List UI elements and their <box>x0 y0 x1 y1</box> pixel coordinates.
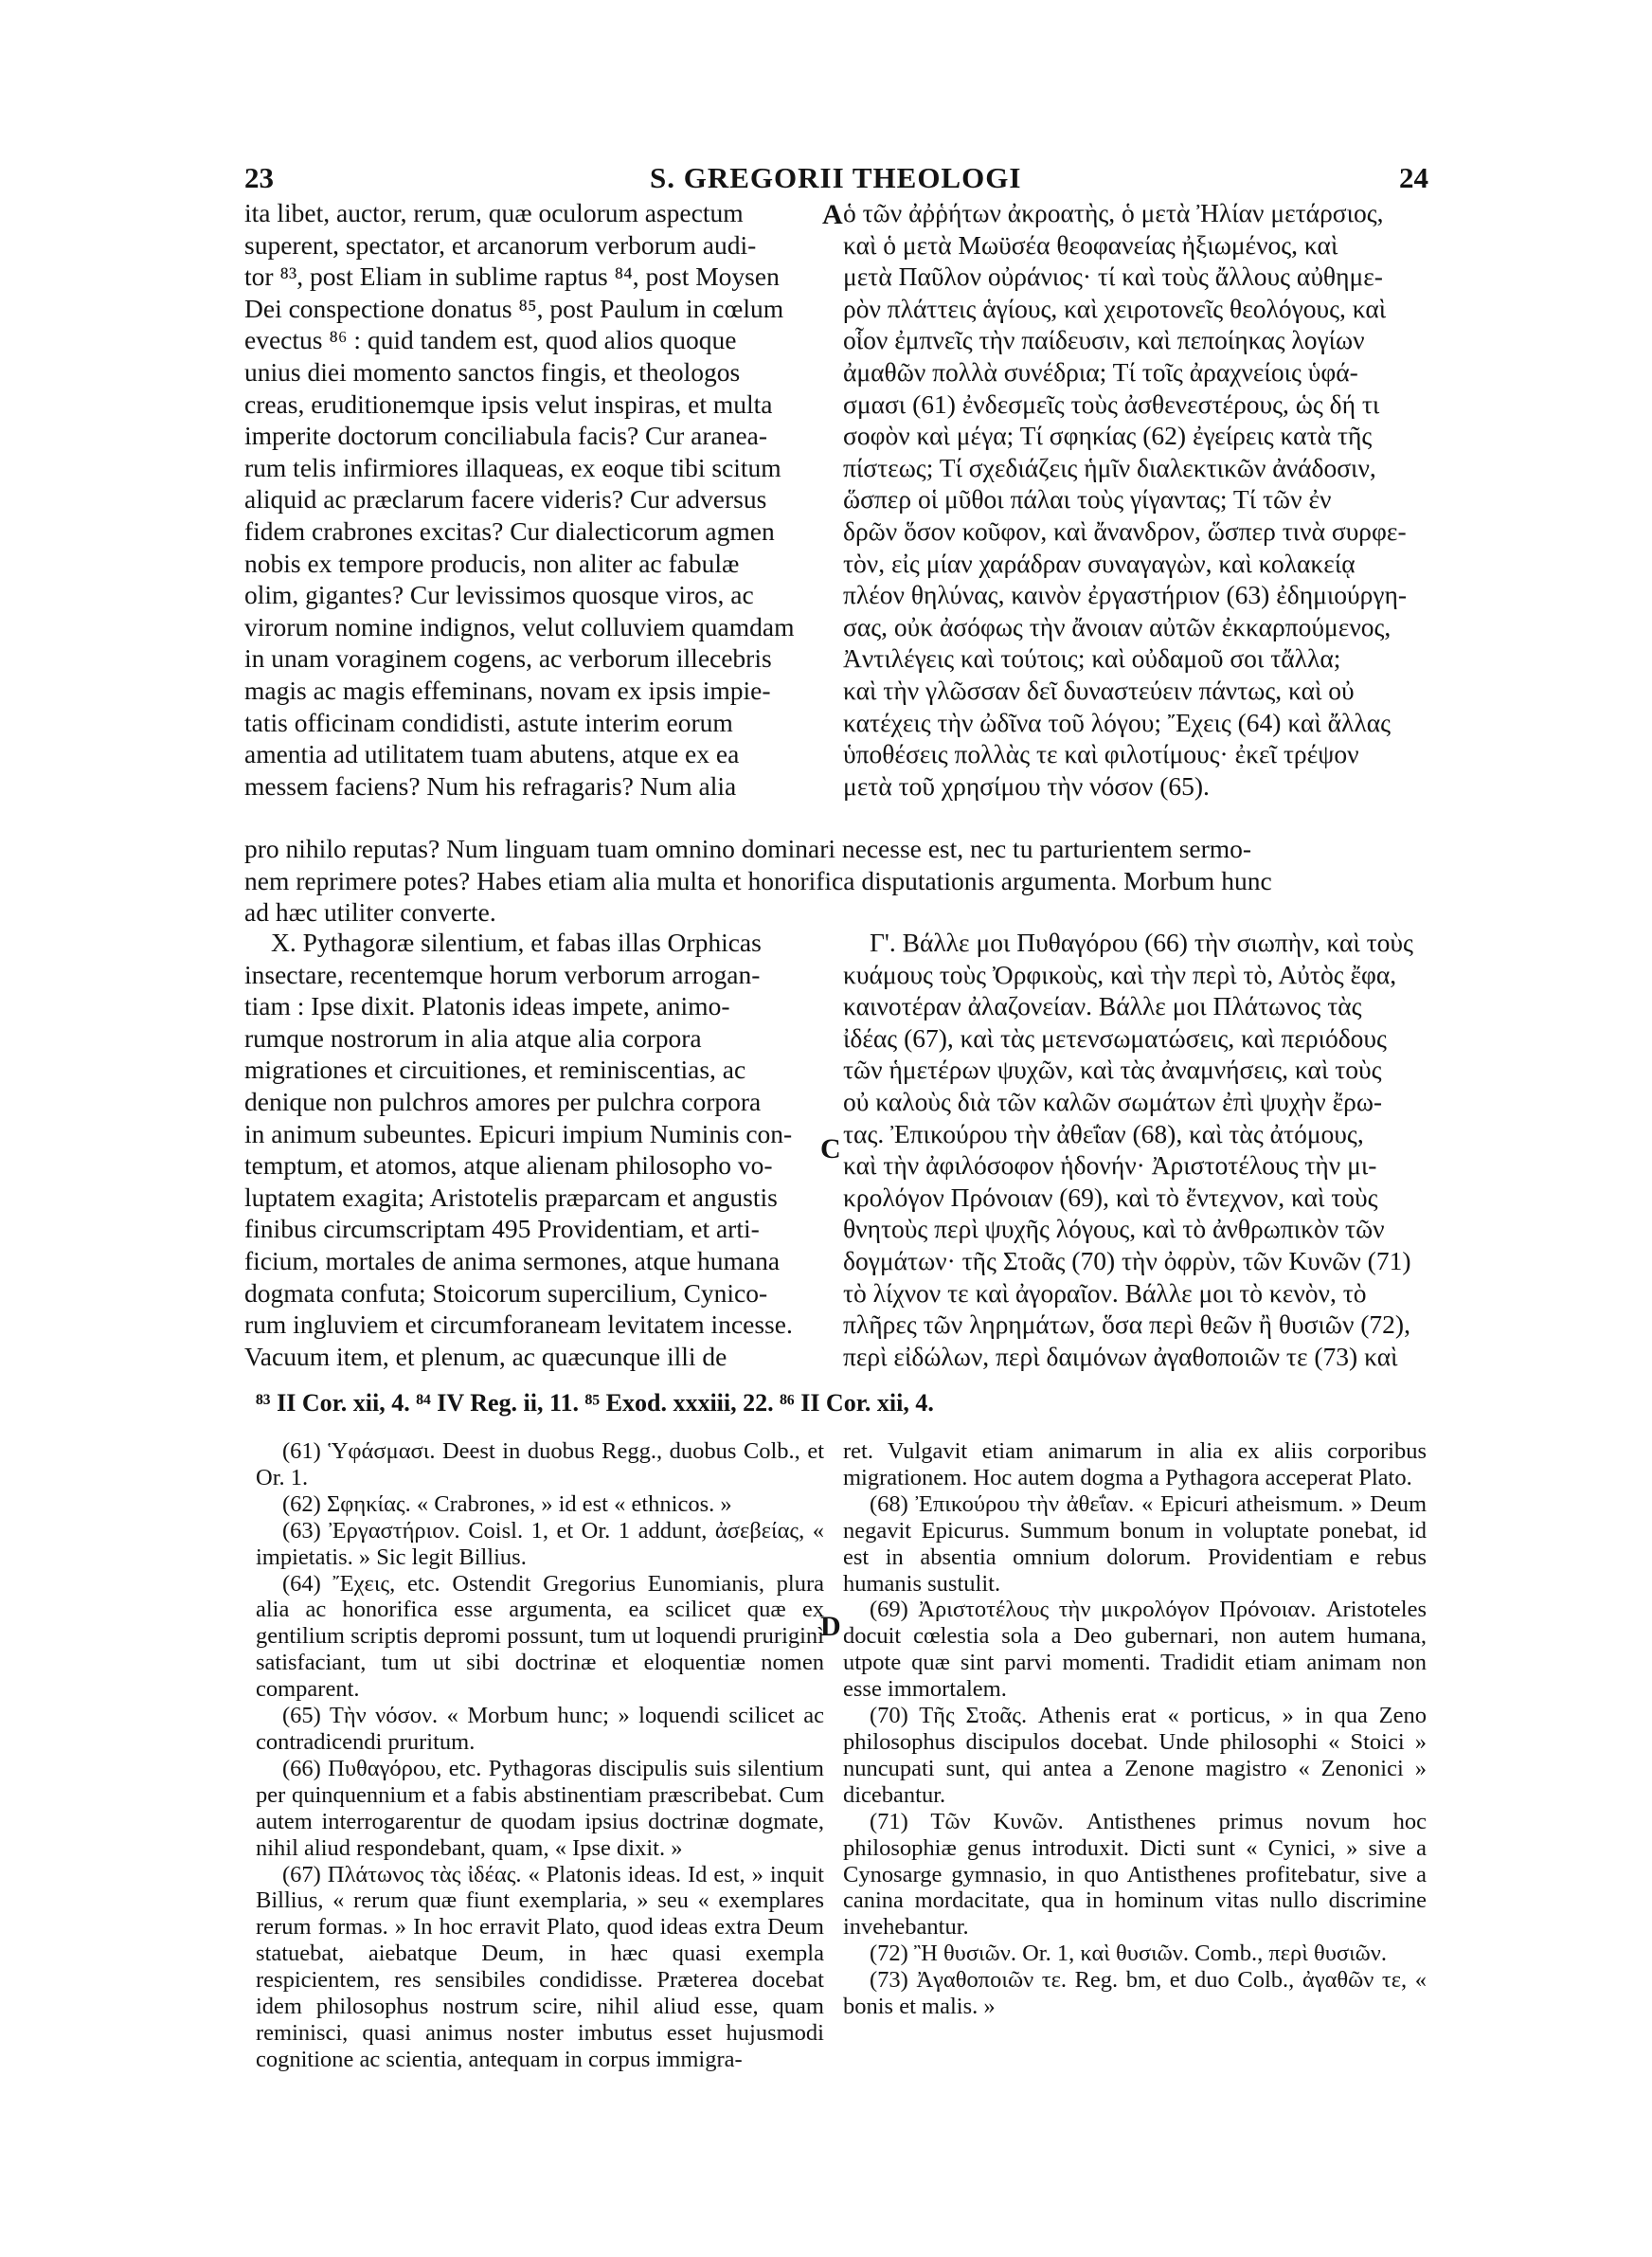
footnote: (63) Ἐργαστήριον. Coisl. 1, et Or. 1 addunt, ἀσεβείας, « impietatis. » Sic legit Billius. <box>256 1517 824 1570</box>
footnote: (69) Ἀριστοτέλους τὴν μικρολόγον Πρόνοιαν. Aristoteles docuit cœlestia sola a Deo gubernari, non autem humana, utpote quæ sint parvi momenti. Tradidit etiam animam non esse immortalem. <box>843 1597 1427 1703</box>
latin-text-line: unius diei momento sanctos fingis, et theologos <box>244 356 741 387</box>
latin-text-line: tatis officinam condidisti, astute interim eorum <box>244 707 733 737</box>
latin-text-line: pro nihilo reputas? Num linguam tuam omnino dominari necesse est, nec tu parturientem sermo- <box>244 834 1252 863</box>
footnote: ret. Vulgavit etiam animarum in alia ex aliis corporibus migrationem. Hoc autem dogma a Pythagora acceperat Plato. <box>843 1438 1427 1490</box>
greek-text-line: καὶ τὴν ἀφιλόσοφον ἡδονήν· Ἀριστοτέλους τὴν μι- <box>843 1150 1377 1181</box>
page-number-left: 23 <box>244 161 274 194</box>
greek-text-line: οἷον ἐμπνεῖς τὴν παίδευσιν, καὶ πεποίηκας λογίων <box>843 325 1365 355</box>
greek-text-line: τὸ λίχνον τε καὶ ἀγοραῖον. Βάλλε μοι τὸ κενὸν, τὸ <box>843 1277 1367 1308</box>
latin-text-line: rumque nostrorum in alia atque alia corpora <box>244 1022 702 1053</box>
greek-text-line: σμασι (61) ἐνδεσμεῖς τοὺς ἀσθενεστέρους, ὡς δή τι <box>843 388 1380 419</box>
greek-text-line: καὶ τὴν γλῶσσαν δεῖ δυναστεύειν πάντως, καὶ οὐ <box>843 675 1355 705</box>
latin-text-line: messem faciens? Num his refragaris? Num alia <box>244 770 737 801</box>
latin-text-line: aliquid ac præclarum facere videris? Cur adversus <box>244 484 767 515</box>
latin-text-full-width <box>244 833 1427 929</box>
latin-text-line: in unam voraginem cogens, ac verborum illecebris <box>244 643 772 674</box>
footnote: (68) Ἐπικούρου τὴν ἀθεΐαν. « Epicuri atheismum. » Deum negavit Epicurus. Summum bonum in voluptate ponebat, id est in absentia omnium dolorum. Providentiam e rebus humanis sustulit. <box>843 1490 1427 1597</box>
margin-marker-d: D <box>820 1611 841 1642</box>
footnote: (64) Ἔχεις, etc. Ostendit Gregorius Eunomianis, plura alia ac honorifica esse argumenta, ea scilicet quæ ex gentilium scriptis depromi possunt, tum ut loquendi pruriginì satisfaciant, tum ut sibi doctrinæ et eloquentiæ nomen comparent. <box>256 1570 824 1703</box>
footnotes-right-column <box>843 1438 1427 2020</box>
latin-text-line: ficium, mortales de anima sermones, atque humana <box>244 1245 781 1275</box>
footnotes-left-column <box>256 1438 824 2073</box>
footnote: (70) Τῆς Στοᾶς. Athenis erat « porticus, » in qua Zeno philosophus discipulos docebat. Unde philosophi « Stoici » nuncupati sunt, qui antea a Zenone magistro « Zenonici » dicebantur. <box>843 1703 1427 1808</box>
footnote: (73) Ἀγαθοποιῶν τε. Reg. bm, et duo Colb., ἀγαθῶν τε, « bonis et malis. » <box>843 1967 1427 2020</box>
greek-text-line: ὥσπερ οἱ μῦθοι πάλαι τοὺς γίγαντας; Τί τῶν ἐν <box>843 484 1332 515</box>
latin-text-line: rum telis infirmiores illaqueas, ex eoque tibi scitum <box>244 452 781 482</box>
footnote: (72) Ἢ θυσιῶν. Or. 1, καὶ θυσιῶν. Comb., περὶ θυσιῶν. <box>870 1941 1387 1967</box>
running-header <box>244 161 1428 199</box>
latin-text-line: insectare, recentemque horum verborum arrogan- <box>244 959 761 989</box>
greek-text-line: πίστεως; Τί σχεδιάζεις ἡμῖν διαλεκτικῶν ἀνάδοσιν, <box>843 452 1376 482</box>
running-title: S. GREGORII THEOLOGI <box>650 161 1022 194</box>
greek-text-line: ὁ τῶν ἀῤῥήτων ἀκροατὴς, ὁ μετὰ Ἠλίαν μετάρσιος, <box>843 198 1384 227</box>
margin-marker-a: A <box>822 199 843 230</box>
greek-text-line: ὑποθέσεις πολλὰς τε καὶ φιλοτίμους· ἐκεῖ τρέψον <box>843 739 1359 769</box>
greek-text-line: περὶ εἰδώλων, περὶ δαιμόνων ἀγαθοποιῶν τε (73) καὶ <box>843 1341 1398 1371</box>
greek-text-line: οὐ καλοὺς διὰ τῶν καλῶν σωμάτων ἐπὶ ψυχὴν ἔρω- <box>843 1086 1383 1116</box>
greek-text-line: Ἀντιλέγεις καὶ τούτοις; καὶ οὐδαμοῦ σοι τἄλλα; <box>843 643 1341 674</box>
footnote: (65) Τὴν νόσον. « Morbum hunc; » loquendi scilicet ac contradicendi pruritum. <box>256 1703 824 1755</box>
latin-text-line: temptum, et atomos, atque alienam philosopho vo- <box>244 1150 773 1181</box>
latin-text-line: X. Pythagoræ silentium, et fabas illas Orphicas <box>271 928 762 957</box>
latin-text-line: in animum subeuntes. Epicuri impium Numinis con- <box>244 1118 793 1148</box>
greek-text-line: μετὰ τοῦ χρησίμου τὴν νόσον (65). <box>843 770 1210 801</box>
latin-text-line: tor ⁸³, post Eliam in sublime raptus ⁸⁴, post Moysen <box>244 262 780 292</box>
greek-text-line: ρὸν πλάττεις ἁγίους, καὶ χειροτονεῖς θεολόγους, καὶ <box>843 293 1387 323</box>
latin-text-line: denique non pulchros amores per pulchra corpora <box>244 1086 762 1116</box>
footnote: (66) Πυθαγόρου, etc. Pythagoras discipulis suis silentium per quinquennium et a fabis abstinentiam præscribebat. Cum autem interrogarentur de quodam ipsius doctrinæ dogmate, nihil aliud respondebant, quam, « Ipse dixit. » <box>256 1755 824 1861</box>
greek-text-line: τὸν, εἰς μίαν χαράδραν συναγαγὼν, καὶ κολακείᾳ <box>843 548 1356 578</box>
greek-text-line: κυάμους τοὺς Ὀρφικοὺς, καὶ τὴν περὶ τὸ, Αὐτὸς ἔφα, <box>843 959 1397 989</box>
latin-text-line: luptatem exagita; Aristotelis præparcam et angustis <box>244 1182 778 1212</box>
greek-text-line: τῶν ἡμετέρων ψυχῶν, καὶ τὰς ἀναμνήσεις, καὶ τοὺς <box>843 1055 1382 1085</box>
greek-text-column-bottom <box>843 927 1427 1372</box>
greek-text-column-top <box>843 197 1427 802</box>
latin-text-line: Vacuum item, et plenum, ac quæcunque illi de <box>244 1341 727 1371</box>
latin-text-line: migrationes et circuitiones, et reminiscentias, ac <box>244 1055 746 1085</box>
latin-text-line: amentia ad utilitatem tuam abutens, atque ex ea <box>244 739 740 769</box>
greek-text-line: τας. Ἐπικούρου τὴν ἀθεΐαν (68), καὶ τὰς ἀτόμους, <box>843 1118 1364 1148</box>
greek-text-line: ἀμαθῶν πολλὰ συνέδρια; Τί τοῖς ἀραχνείοις ὑφά- <box>843 356 1358 387</box>
latin-text-line: nobis ex tempore producis, non aliter ac fabulæ <box>244 548 740 578</box>
greek-text-line: κατέχεις τὴν ὠδῖνα τοῦ λόγου; Ἔχεις (64) καὶ ἄλλας <box>843 707 1392 737</box>
page-number-right: 24 <box>1399 161 1428 194</box>
greek-text-line: δογμάτων· τῆς Στοᾶς (70) τὴν ὀφρὺν, τῶν Κυνῶν (71) <box>843 1245 1411 1275</box>
latin-text-column-top <box>244 197 824 802</box>
latin-text-line: superent, spectator, et arcanorum verborum audi- <box>244 229 757 260</box>
latin-text-line: tiam : Ipse dixit. Platonis ideas impete, animo- <box>244 991 730 1021</box>
greek-text-line: κρολόγον Πρόνοιαν (69), καὶ τὸ ἔντεχνον, καὶ τοὺς <box>843 1182 1378 1212</box>
greek-text-line: καινοτέραν ἀλαζονείαν. Βάλλε μοι Πλάτωνος τὰς <box>843 991 1362 1021</box>
latin-text-line: evectus ⁸⁶ : quid tandem est, quod alios quoque <box>244 325 737 355</box>
latin-text-line: fidem crabrones excitas? Cur dialecticorum agmen <box>244 515 775 546</box>
greek-text-line: πλῆρες τῶν ληρημάτων, ὅσα περὶ θεῶν ἢ θυσιῶν (72), <box>843 1309 1410 1340</box>
greek-text-line: θνητοὺς περὶ ψυχῆς λόγους, καὶ τὸ ἀνθρωπικὸν τῶν <box>843 1214 1385 1244</box>
greek-text-line: πλέον θηλύνας, καινὸν ἐργαστήριον (63) ἐδημιούργη- <box>843 580 1407 610</box>
latin-text-column-bottom <box>244 927 824 1372</box>
greek-text-line: μετὰ Παῦλον οὐράνιος· τί καὶ τοὺς ἄλλους αὐθημε- <box>843 262 1383 292</box>
greek-text-line: δρῶν ὅσον κοῦφον, καὶ ἄνανδρον, ὥσπερ τινὰ συρφε- <box>843 515 1407 546</box>
latin-text-line: dogmata confuta; Stoicorum supercilium, Cynico- <box>244 1277 768 1308</box>
latin-text-line: olim, gigantes? Cur levissimos quosque viros, ac <box>244 580 754 610</box>
latin-text-line: virorum nomine indignos, velut colluviem quamdam <box>244 611 795 641</box>
latin-text-line: magis ac magis effeminans, novam ex ipsis impie- <box>244 675 771 705</box>
footnote: (61) Ὑφάσμασι. Deest in duobus Regg., duobus Colb., et Or. 1. <box>256 1438 824 1490</box>
latin-text-line: finibus circumscriptam 495 Providentiam, et arti- <box>244 1214 760 1244</box>
greek-text-line: ἰδέας (67), καὶ τὰς μετενσωματώσεις, καὶ περιόδους <box>843 1022 1387 1053</box>
latin-text-line: rum ingluviem et circumforaneam levitatem incesse. <box>244 1309 793 1340</box>
greek-text-line: Γ'. Βάλλε μοι Πυθαγόρου (66) τὴν σιωπὴν, καὶ τοὺς <box>870 928 1413 957</box>
scripture-references: ⁸³ II Cor. xii, 4. ⁸⁴ IV Reg. ii, 11. ⁸⁵ Exod. xxxiii, 22. ⁸⁶ II Cor. xii, 4. <box>256 1389 934 1417</box>
latin-text-line: Dei conspectione donatus ⁸⁵, post Paulum in cœlum <box>244 293 784 323</box>
latin-text-line: nem reprimere potes? Habes etiam alia multa et honorifica disputationis argumenta. Morbum hunc <box>244 865 1272 895</box>
latin-text-line: ad hæc utiliter converte. <box>244 897 496 928</box>
footnote: (62) Σφηκίας. « Crabrones, » id est « ethnicos. » <box>282 1490 732 1517</box>
latin-text-line: ita libet, auctor, rerum, quæ oculorum aspectum <box>244 198 744 227</box>
greek-text-line: σας, οὐκ ἀσόφως τὴν ἄνοιαν αὐτῶν ἐκκαρπούμενος, <box>843 611 1392 641</box>
footnote: (67) Πλάτωνος τὰς ἰδέας. « Platonis ideas. Id est, » inquit Billius, « rerum quæ fiunt exemplaria, » seu « exemplares rerum formas. » In hoc erravit Plato, quod ideas extra Deum statuebat, aiebatque Deum, in hæc quasi exempla respicientem, res sensibiles condidisse. Præterea docebat idem philosophus nostrum scire, nihil aliud esse, quam reminisci, quasi animus noster imbutus esset hujusmodi cognitione ac scientia, antequam in corpus immigra- <box>256 1861 824 2072</box>
latin-text-line: imperite doctorum conciliabula facis? Cur aranea- <box>244 421 768 451</box>
greek-text-line: καὶ ὁ μετὰ Μωϋσέα θεοφανείας ἠξιωμένος, καὶ <box>843 229 1338 260</box>
latin-text-line: creas, eruditionemque ipsis velut inspiras, et multa <box>244 388 773 419</box>
greek-text-line: σοφὸν καὶ μέγα; Τί σφηκίας (62) ἐγείρεις κατὰ τῆς <box>843 421 1373 451</box>
margin-marker-c: C <box>820 1133 841 1165</box>
footnote: (71) Τῶν Κυνῶν. Antisthenes primus novum hoc philosophiæ genus introduxit. Dicti sunt « Cynici, » sive a Cynosarge gymnasio, in quo Antisthenes profitebatur, sive a canina mordacitate, qua in hominum vitas nullo discrimine invehebantur. <box>843 1808 1427 1941</box>
